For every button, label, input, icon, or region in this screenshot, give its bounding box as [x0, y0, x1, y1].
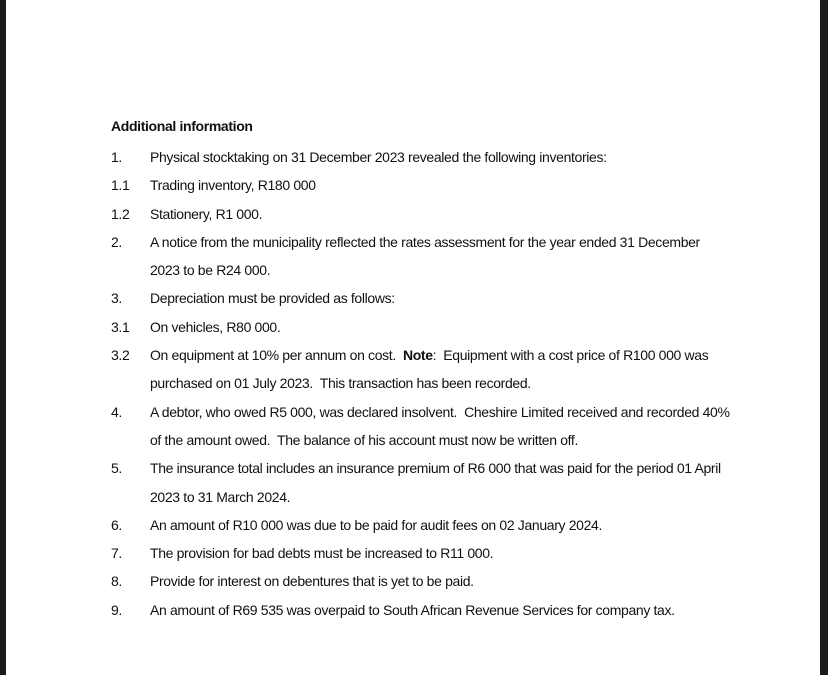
item-text: Stationery, R1 000. — [150, 205, 263, 222]
item-number: 2. — [111, 233, 122, 250]
list-item-7 — [111, 539, 731, 567]
item-text: Trading inventory, R180 000 — [150, 177, 316, 194]
item-number: 1.2 — [111, 205, 130, 222]
section-heading: Additional information — [111, 118, 253, 134]
additional-information-section — [111, 115, 734, 624]
item-number: 3. — [111, 290, 122, 307]
list-item-1 — [111, 143, 731, 171]
list-item-2 — [111, 228, 731, 285]
item-text: A debtor, who owed R5 000, was declared insolvent. Cheshire Limited received and recorded 40% of the amount owed. The balance of his account must now be written off. — [150, 403, 734, 448]
list-item-1-2 — [111, 200, 731, 228]
item-number: 3.1 — [111, 318, 130, 335]
item-text: The insurance total includes an insurance premium of R6 000 that was paid for the period 01 April 2023 to 31 March 2024. — [150, 460, 721, 505]
item-number: 7. — [111, 545, 122, 562]
item-text: An amount of R69 535 was overpaid to South African Revenue Services for company tax. — [150, 601, 675, 618]
note-label: Note — [402, 347, 433, 364]
document-page — [6, 0, 820, 675]
item-number: 5. — [111, 460, 122, 477]
item-text-after-note: : Equipment with a cost price of R100 000 was purchased on 01 July 2023. This transaction has been recorded. — [150, 347, 712, 392]
list-item-9 — [111, 596, 731, 624]
list-item-1-1 — [111, 171, 731, 199]
item-text: A notice from the municipality reflected the rates assessment for the year ended 31 December 2023 to be R24 000. — [150, 233, 700, 279]
list-item-6 — [111, 511, 731, 539]
item-number: 3.2 — [111, 347, 130, 364]
list-item-5 — [111, 454, 731, 511]
item-text: An amount of R10 000 was due to be paid for audit fees on 02 January 2024. — [150, 516, 602, 533]
item-number: 9. — [111, 601, 122, 618]
list-item-3 — [111, 284, 731, 312]
item-text-before-note: On equipment at 10% per annum on cost. — [150, 347, 403, 364]
item-number: 6. — [111, 516, 122, 533]
item-number: 8. — [111, 573, 122, 590]
item-text: Physical stocktaking on 31 December 2023 revealed the following inventories: — [150, 149, 607, 165]
item-number: 1. — [111, 149, 122, 165]
list-item-4 — [111, 398, 734, 455]
item-text: The provision for bad debts must be increased to R11 000. — [150, 545, 494, 562]
list-item-3-2 — [111, 341, 731, 398]
list-item-3-1 — [111, 313, 731, 341]
item-text: Provide for interest on debentures that is yet to be paid. — [150, 573, 474, 590]
list-item-8 — [111, 567, 731, 595]
item-number: 1.1 — [111, 177, 130, 194]
item-number: 4. — [111, 403, 122, 420]
item-text: Depreciation must be provided as follows: — [150, 290, 395, 307]
item-text — [150, 341, 731, 398]
item-text: On vehicles, R80 000. — [150, 318, 281, 335]
